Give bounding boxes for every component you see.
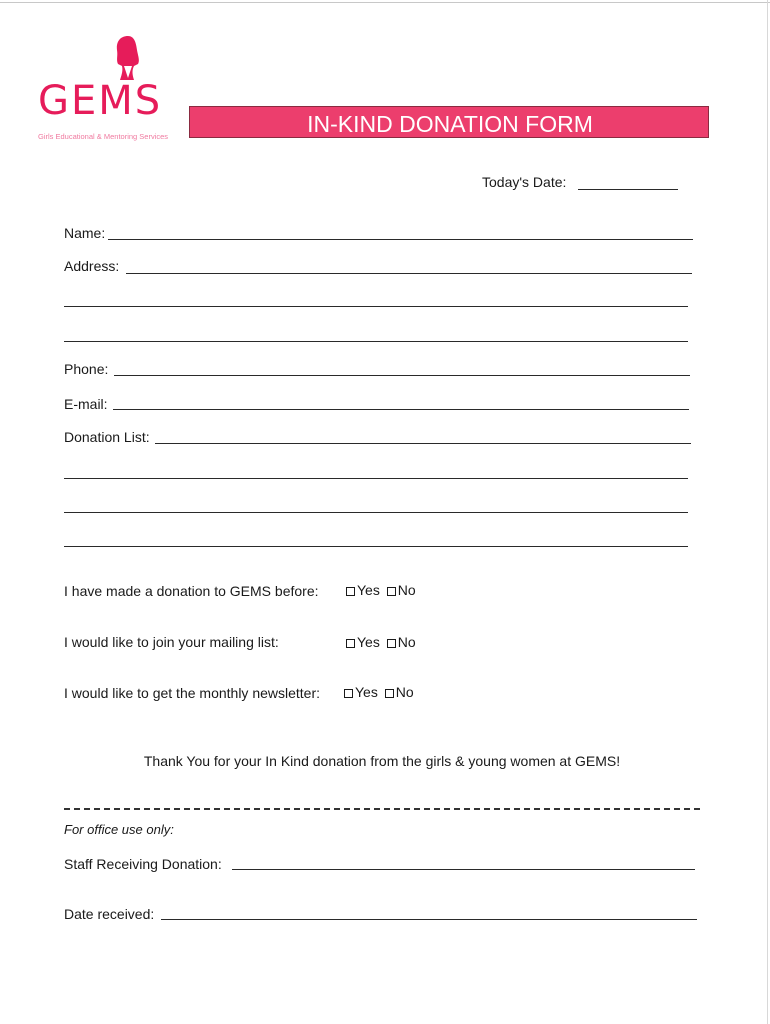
thank-you-message: Thank You for your In Kind donation from the girls & young women at GEMS! <box>143 753 621 769</box>
top-rule <box>0 2 770 3</box>
title-banner <box>189 106 709 138</box>
address-field-3[interactable] <box>64 341 688 342</box>
address-field-1[interactable] <box>126 273 692 274</box>
mailing-list-yes-checkbox[interactable] <box>346 639 355 648</box>
donation-list-label: Donation List: <box>64 429 150 445</box>
logo-wordmark: GEMS <box>38 78 163 124</box>
staff-receiving-label: Staff Receiving Donation: <box>64 856 222 872</box>
no-label: No <box>395 684 414 700</box>
logo-tagline: Girls Educational & Mentoring Services <box>38 132 169 141</box>
yes-label: Yes <box>357 634 380 650</box>
question-mailing-list: I would like to join your mailing list: <box>64 634 279 650</box>
donation-list-field-4[interactable] <box>64 546 688 547</box>
office-divider <box>64 808 700 810</box>
staff-receiving-field[interactable] <box>232 869 695 870</box>
question-prior-donation: I have made a donation to GEMS before: <box>64 583 319 599</box>
name-field[interactable] <box>108 239 693 240</box>
date-received-label: Date received: <box>64 906 155 922</box>
yes-label: Yes <box>355 684 378 700</box>
page-edge <box>767 0 768 1024</box>
address-field-2[interactable] <box>64 306 688 307</box>
donation-list-field-3[interactable] <box>64 512 688 513</box>
todays-date-field[interactable] <box>578 189 678 190</box>
newsletter-no-checkbox[interactable] <box>385 689 394 698</box>
prior-donation-options <box>346 582 416 598</box>
no-label: No <box>397 582 416 598</box>
email-label: E-mail: <box>64 396 108 412</box>
donation-list-field-1[interactable] <box>155 443 691 444</box>
newsletter-yes-checkbox[interactable] <box>344 689 353 698</box>
phone-label: Phone: <box>64 361 109 377</box>
newsletter-options <box>344 684 414 700</box>
email-field[interactable] <box>113 409 689 410</box>
office-use-heading: For office use only: <box>64 822 174 837</box>
donation-list-field-2[interactable] <box>64 478 688 479</box>
yes-label: Yes <box>357 582 380 598</box>
date-received-field[interactable] <box>161 919 697 920</box>
mailing-list-no-checkbox[interactable] <box>387 639 396 648</box>
todays-date-label: Today's Date: <box>482 174 567 190</box>
phone-field[interactable] <box>114 375 690 376</box>
name-label: Name: <box>64 225 106 241</box>
woman-silhouette-icon <box>110 34 150 82</box>
gems-logo <box>38 34 188 146</box>
question-newsletter: I would like to get the monthly newsletter: <box>64 685 321 701</box>
form-title: IN-KIND DONATION FORM <box>307 111 593 137</box>
no-label: No <box>397 634 416 650</box>
mailing-list-options <box>346 634 416 650</box>
address-label: Address: <box>64 258 120 274</box>
prior-donation-yes-checkbox[interactable] <box>346 587 355 596</box>
prior-donation-no-checkbox[interactable] <box>387 587 396 596</box>
